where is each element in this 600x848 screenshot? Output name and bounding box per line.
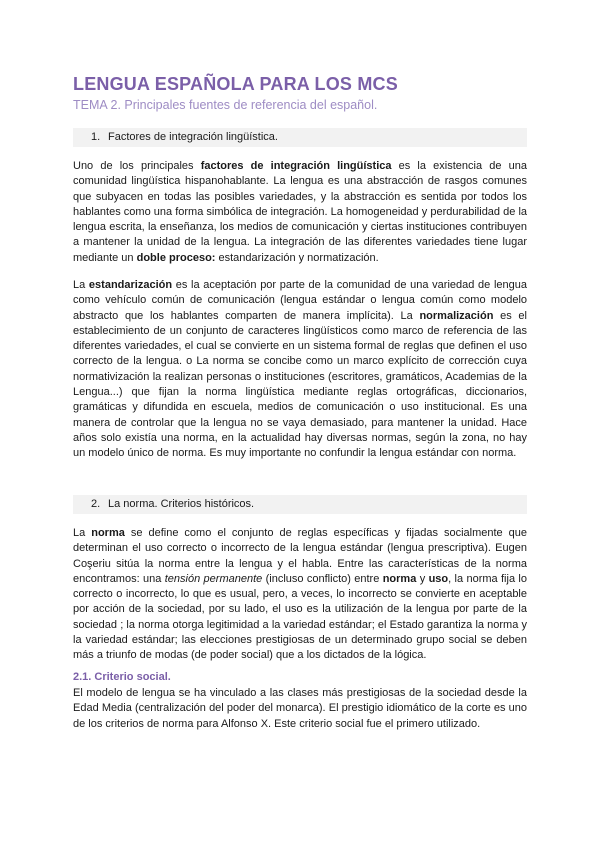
bold-term: normalización	[419, 309, 494, 322]
paragraph-estandarizacion	[73, 278, 527, 462]
paragraph-norma	[73, 526, 527, 664]
section-label: La norma. Criterios históricos.	[108, 498, 255, 510]
bold-term: factores de integración lingüística	[200, 160, 392, 172]
text-run: es el establecimiento de un conjunto de caracteres lingüísticos como marco de referencia de las diferentes variedades, el cual se convierte en un sistema formal de reglas que definen el uso correcto de la lengua. o La norma se concibe como un marco explícito de corrección cuya normativización la realizan personas o instituciones (escritores, gramáticos, Academias de la Lengua...) que fijan la norma lingüística mediante reglas ortográficas, diccionarios, gramáticas y difundida en escuela, medios de comunicación o uso institucional. Es una manera de controlar que la lengua no se vaya demasiado, para mantener la unidad. Hace años solo existía una norma, en la actualidad hay diversas normas, según la zona, no hay un modelo único de norma. Es muy importante no confundir la lengua estándar con norma.	[73, 309, 527, 460]
paragraph-criterio-social: El modelo de lengua se ha vinculado a las clases más prestigiosas de la sociedad desde la Edad Media (centralización del poder del monarca). El prestigio idiomático de la corte es uno de los criterios de norma para Alfonso X. Este criterio social fue el primero utilizado.	[73, 687, 527, 730]
bold-term: uso	[428, 572, 449, 585]
text-run: es la existencia de una comunidad lingüística hispanohablante. La lengua es una abstracción de rasgos comunes que subyacen en todas las posibles variedades, y la abstracción es sentida por todos los hablantes como una forma simbólica de integración. La homogeneidad y perdurabilidad de la lengua escrita, la enseñanza, los medios de comunicación y ciertas instituciones contribuyen a mantener la unidad de la lengua. La integración de las diferentes variedades tiene lugar mediante un	[73, 160, 527, 264]
text-run: y	[416, 572, 429, 585]
paragraph-factores	[73, 159, 527, 266]
text-run: se define como el conjunto de reglas específicas y fijadas socialmente que determinan el uso correcto o incorrecto de la lengua estándar (lengua prescriptiva). Eugen Coşeriu sitúa la norma entre la lengua y el habla. Entre las características de la norma encontramos: una	[73, 527, 527, 585]
section-label: Factores de integración lingüística.	[108, 131, 278, 143]
bold-term: norma	[91, 527, 125, 539]
section-number: 1.	[91, 131, 101, 143]
subsection-title: 2.1. Criterio social.	[73, 671, 171, 683]
document-title: LENGUA ESPAÑOLA PARA LOS MCS	[73, 74, 398, 94]
document-subtitle: TEMA 2. Principales fuentes de referencia del español.	[73, 98, 378, 112]
bold-term: doble proceso:	[136, 251, 216, 264]
bold-term: norma	[382, 572, 417, 585]
section-heading-2	[73, 495, 527, 514]
section-heading-1	[73, 128, 527, 147]
text-run: , la norma fija lo correcto o incorrecto, lo que es usual, pero, a veces, lo incorrecto se convierte en aceptable por acción de la sociedad, por su lado, el uso es la utilización de la lengua por parte de la sociedad ; la norma otorga legitimidad a la variedad estándar; el Estado garantiza la norma y la variedad estándar; las elecciones prestigiosas de un determinado grupo social se deben más a triunfo de modas (de poder social) que a los dictados de la lógica.	[73, 572, 527, 662]
italic-term: tensión permanente	[164, 572, 263, 585]
text-run: es la aceptación por parte de la comunidad de una variedad de lengua como vehículo común de comunicación (lengua estándar o lengua común como modelo abstracto que los hablantes comparten de manera implícita). La	[73, 279, 527, 322]
text-run: La	[73, 279, 89, 291]
bold-term: estandarización	[88, 279, 173, 291]
text-run: Uno de los principales	[73, 160, 201, 172]
text-run: estandarización y normatización.	[215, 251, 379, 264]
section-number: 2.	[91, 498, 101, 510]
text-run: La	[73, 527, 92, 539]
text-run: (incluso conflicto) entre	[262, 572, 383, 585]
